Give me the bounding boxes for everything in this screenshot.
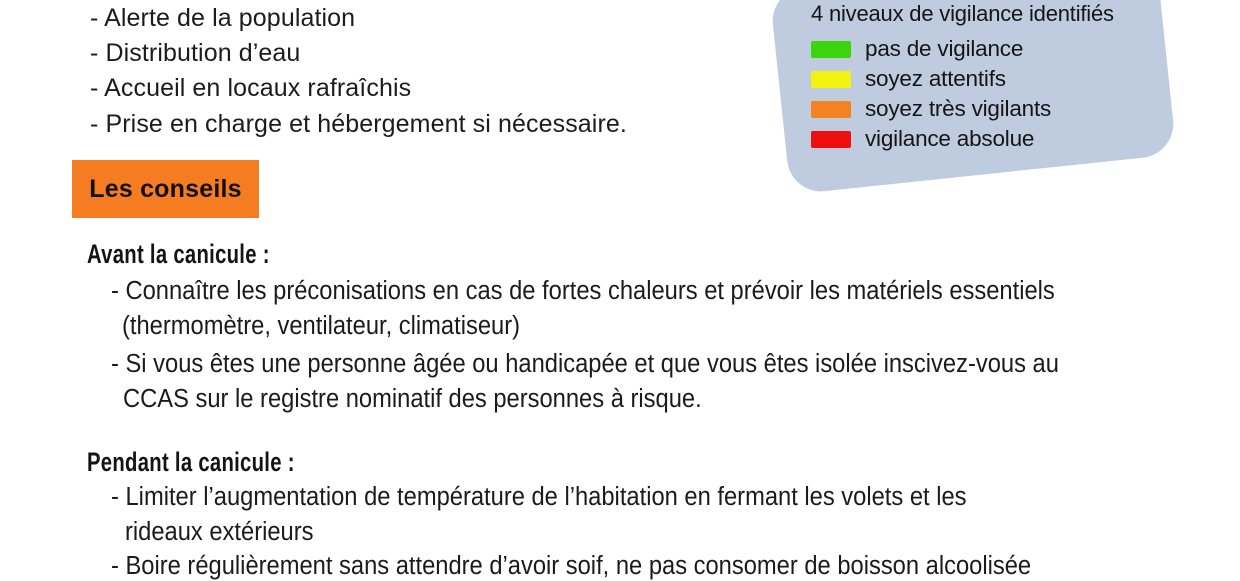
vigilance-level-label: soyez très vigilants xyxy=(865,96,1052,121)
vigilance-level-row xyxy=(811,34,1171,64)
advice-line: - Si vous êtes une personne âgée ou handicapée et que vous êtes isolée inscivez-vous au xyxy=(111,350,1059,378)
section-title-avant: Avant la canicule : xyxy=(87,239,270,269)
vigilance-level-label: soyez attentifs xyxy=(865,66,1006,91)
advice-line: rideaux extérieurs xyxy=(125,518,314,546)
vigilance-level-row xyxy=(811,124,1171,154)
list-item: - Distribution d’eau xyxy=(90,39,301,68)
list-item: - Prise en charge et hébergement si nécessaire. xyxy=(90,109,627,138)
conseils-heading-box xyxy=(72,160,259,218)
list-item: - Alerte de la population xyxy=(90,4,356,32)
measures-list xyxy=(90,1,627,142)
advice-line: - Limiter l’augmentation de température de l’habitation en fermant les volets et les xyxy=(111,483,967,511)
conseils-heading: Les conseils xyxy=(89,174,242,203)
list-item: - Accueil en locaux rafraîchis xyxy=(90,74,412,103)
advice-line: - Connaître les préconisations en cas de fortes chaleurs et prévoir les matériels essentiels xyxy=(111,277,1055,305)
advice-line: CCAS sur le registre nominatif des personnes à risque. xyxy=(123,385,702,413)
vigilance-panel-title: 4 niveaux de vigilance identifiés xyxy=(811,1,1114,26)
vigilance-panel xyxy=(811,1,1171,154)
vigilance-level-row xyxy=(811,94,1171,124)
vigilance-level-row xyxy=(811,64,1171,94)
orange-level-swatch xyxy=(811,101,851,118)
vigilance-level-label: pas de vigilance xyxy=(865,36,1024,61)
advice-line: - Boire régulièrement sans attendre d’avoir soif, ne pas consomer de boisson alcoolisée xyxy=(111,552,1032,580)
red-level-swatch xyxy=(811,131,851,148)
advice-line: (thermomètre, ventilateur, climatiseur) xyxy=(122,312,521,340)
yellow-level-swatch xyxy=(811,71,851,88)
green-level-swatch xyxy=(811,41,851,58)
vigilance-level-label: vigilance absolue xyxy=(865,126,1035,151)
section-title-pendant: Pendant la canicule : xyxy=(87,447,295,477)
